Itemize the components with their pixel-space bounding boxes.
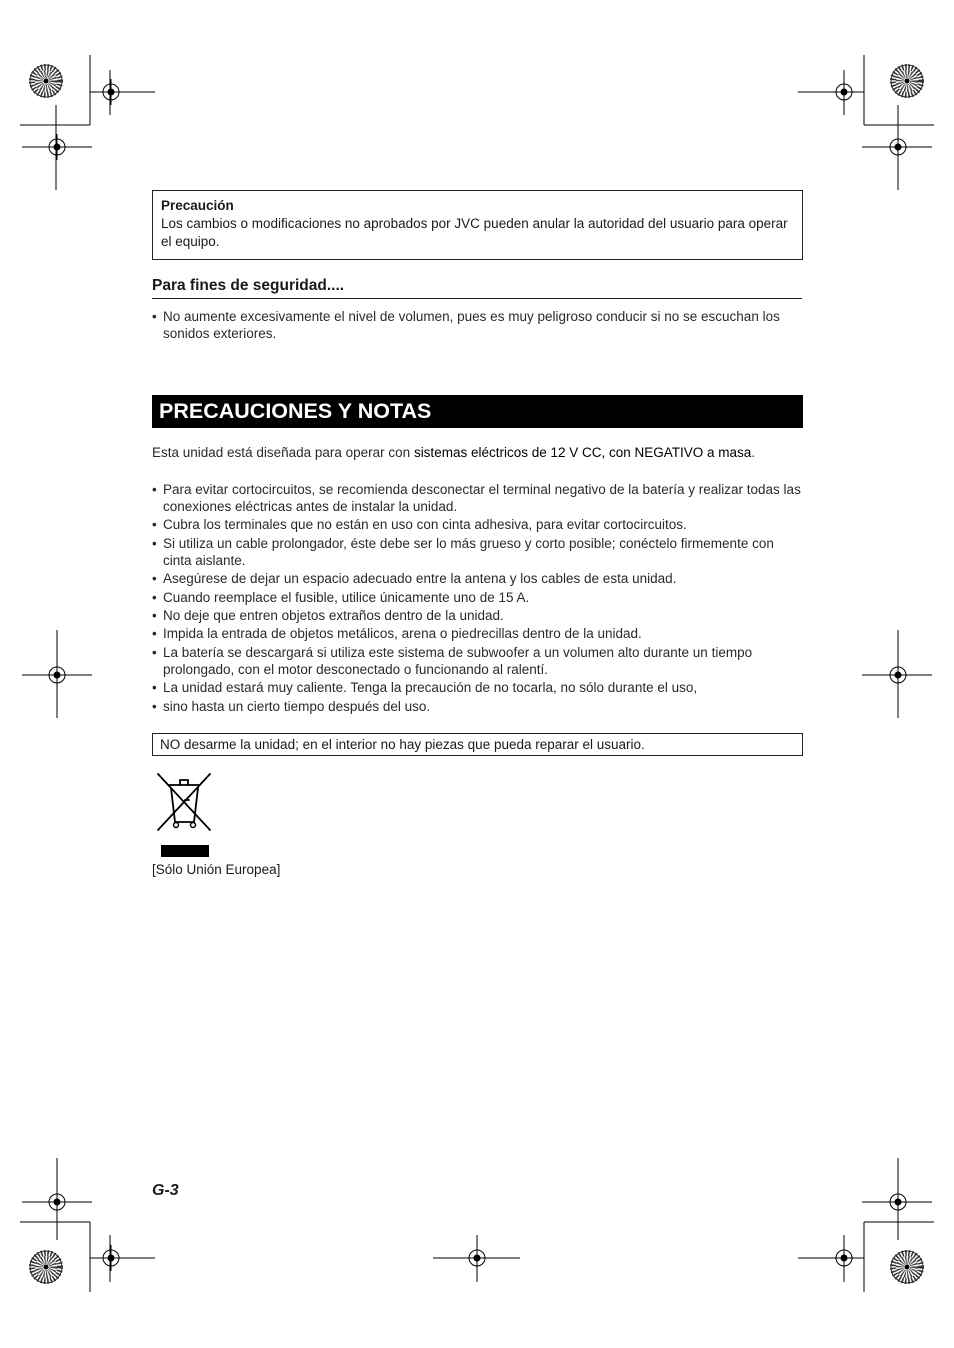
list-item: • Cubra los terminales que no están en uso con cinta adhesiva, para evitar cortocircuitos. <box>152 516 804 533</box>
list-item: • Impida la entrada de objetos metálicos, arena o piedrecillas dentro de la unidad. <box>152 625 804 642</box>
intro-end: . <box>751 445 756 460</box>
safety-heading: Para fines de seguridad.... <box>152 277 802 299</box>
weee-caption: [Sólo Unión Europea] <box>152 862 281 877</box>
intro-emphasis: sistemas eléctricos de 12 V CC, con NEGATIVO a masa <box>413 445 752 460</box>
notice-box: NO desarme la unidad; en el interior no hay piezas que pueda reparar el usuario. <box>152 733 803 756</box>
list-item: • La unidad estará muy caliente. Tenga la precaución de no tocarla, no sólo durante el uso, <box>152 679 804 696</box>
page-number: G-3 <box>152 1182 179 1199</box>
crossed-out-wheelie-bin-icon <box>152 770 216 860</box>
list-item: • No deje que entren objetos extraños dentro de la unidad. <box>152 607 804 624</box>
caution-text: Los cambios o modificaciones no aprobados por JVC pueden anular la autoridad del usuario para operar el equipo. <box>161 216 788 249</box>
precautions-intro <box>152 444 792 461</box>
precautions-list <box>152 481 804 716</box>
list-item: • No aumente excesivamente el nivel de volumen, pues es muy peligroso conducir si no se escuchan los sonidos exteriores. <box>152 308 804 342</box>
caution-box <box>152 190 803 260</box>
caution-title: Precaución <box>161 198 234 213</box>
list-item: • sino hasta un cierto tiempo después del uso. <box>152 698 804 715</box>
precautions-title: PRECAUCIONES Y NOTAS <box>152 395 803 428</box>
list-item: • Para evitar cortocircuitos, se recomienda desconectar el terminal negativo de la batería y realizar todas las conexiones eléctricas antes de instalar la unidad. <box>152 481 804 515</box>
list-item: • Si utiliza un cable prolongador, éste debe ser lo más grueso y corto posible; conéctelo firmemente con cinta aislante. <box>152 535 804 569</box>
list-item: • Cuando reemplace el fusible, utilice únicamente uno de 15 A. <box>152 589 804 606</box>
list-item: • La batería se descargará si utiliza este sistema de subwoofer a un volumen alto durante un tiempo prolongado, con el motor desconectado o funcionando al ralentí. <box>152 644 804 678</box>
list-item: • Asegúrese de dejar un espacio adecuado entre la antena y los cables de esta unidad. <box>152 570 804 587</box>
safety-list <box>152 308 804 342</box>
intro-start: Esta unidad está diseñada para operar con <box>152 445 414 460</box>
